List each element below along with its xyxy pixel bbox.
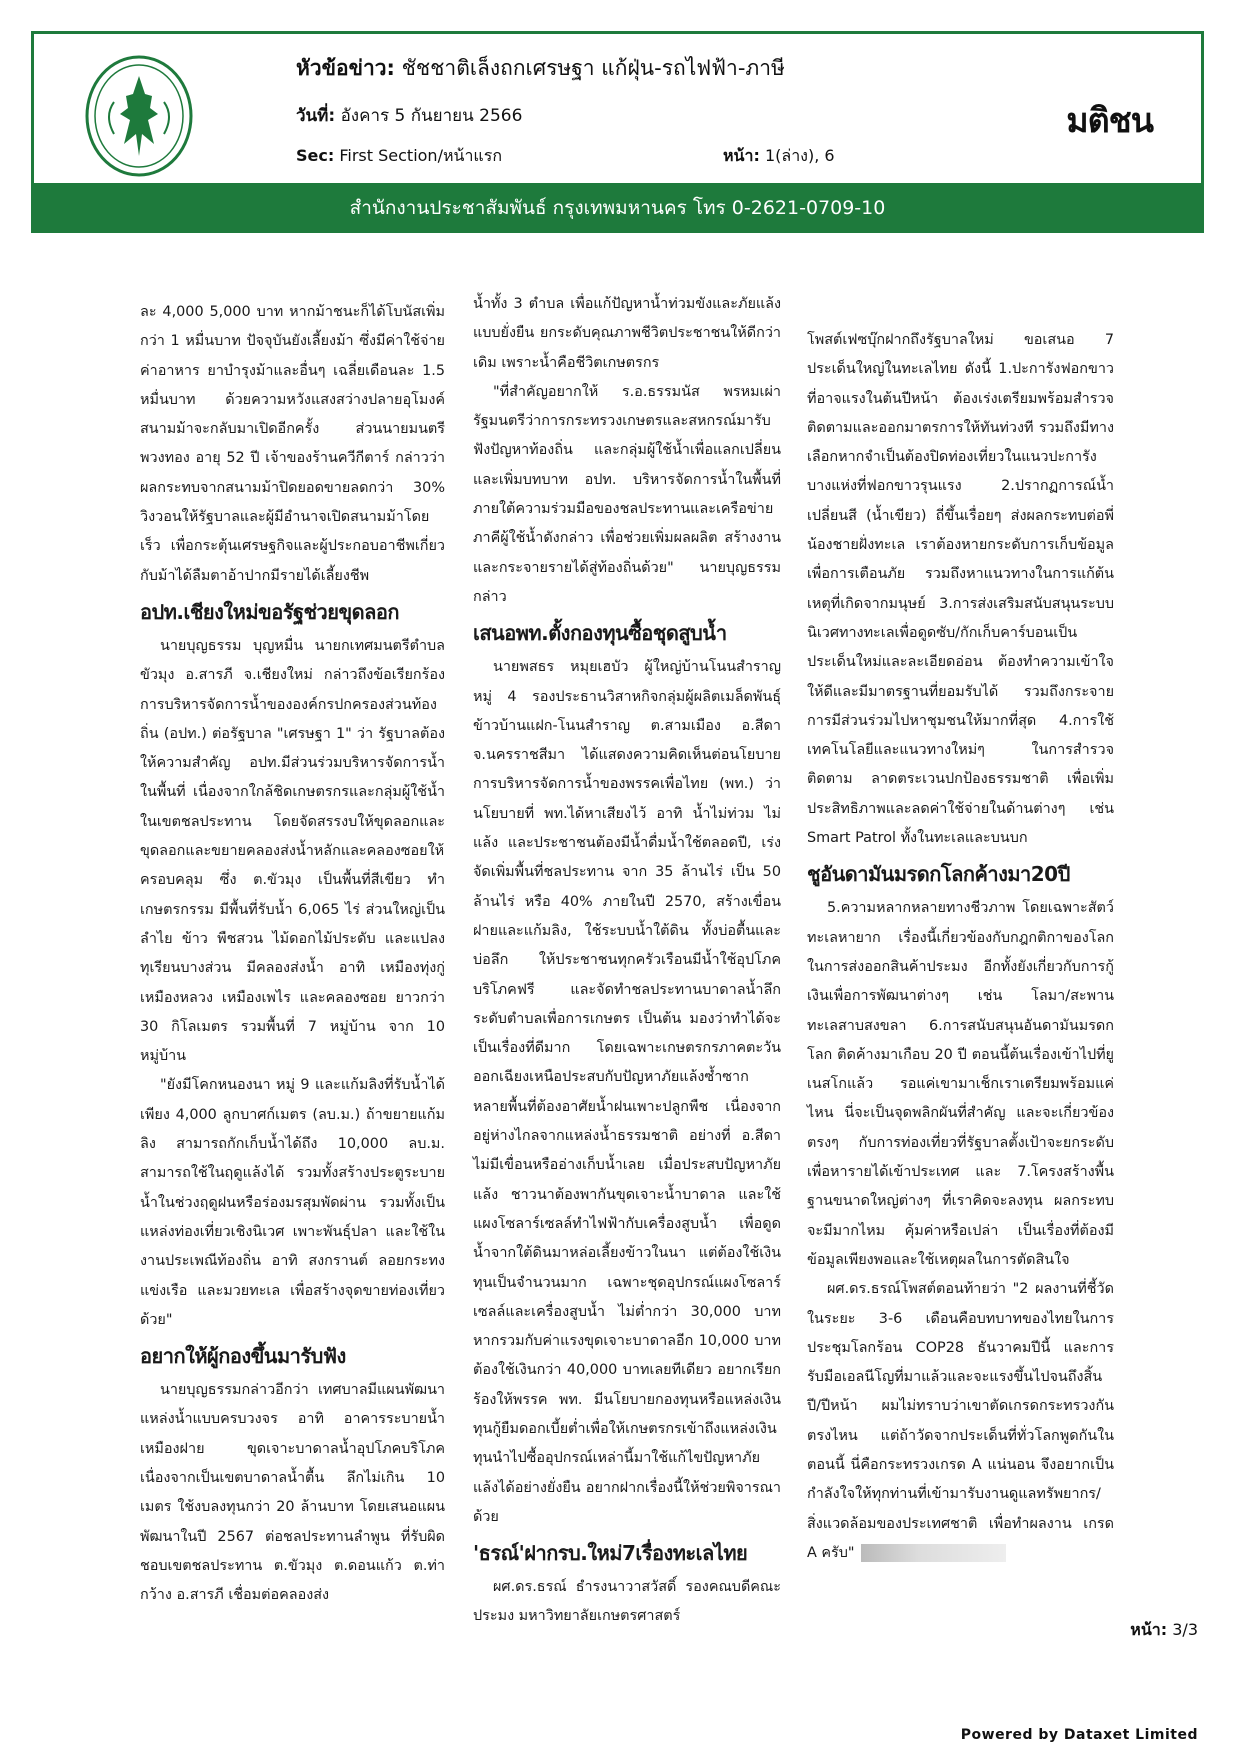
article-column-3: [807, 326, 1114, 1568]
date-row: [296, 102, 522, 129]
col1-paragraph-2: นายบุญธรรม บุญหมื่น นายกเทศมนตรีตำบลขัวมุง อ.สารภี จ.เชียงใหม่ กล่าวถึงข้อเรียกร้องการบริหารจัดการน้ำขององค์กรปกครองส่วนท้องถิ่น (อปท.) ต่อรัฐบาล "เศรษฐา 1" ว่า รัฐบาลต้องให้ความสำคัญ อปท.มีส่วนร่วมบริหารจัดการน้ำในพื้นที่ เนื่องจากใกล้ชิดเกษตรกรและกลุ่มผู้ใช้น้ำในเขตชลประทาน โดยจัดสรรงบให้ขุดลอกและขุดลอกและขยายคลองส่งน้ำหลักและคลองซอยให้ครอบคลุม ซึ่ง ต.ขัวมุง เป็นพื้นที่สีเขียว ทำเกษตรกรรม มีพื้นที่รับน้ำ 6,065 ไร่ ส่วนใหญ่เป็นลำไย ข้าว พืชสวน ไม้ดอกไม้ประดับ และแปลงทุเรียนบางส่วน มีคลองส่งน้ำ อาทิ เหมืองทุ่งกู่ เหมืองหลวง เหมืองเพไร และคลองซอย ยาวกว่า 30 กิโลเมตร รวมพื้นที่ 7 หมู่บ้าน จาก 10 หมู่บ้าน: [140, 637, 445, 1065]
article-column-2: [473, 290, 781, 1632]
article-column-1: [140, 298, 445, 1610]
col1-paragraph-4: นายบุญธรรมกล่าวอีกว่า เทศบาลมีแผนพัฒนาแหล่งน้ำแบบครบวงจร อาทิ อาคารระบายน้ำเหมืองฝาย ขุดเจาะบาดาลน้ำอุปโภคบริโภค เนื่องจากเป็นเขตบาดาลน้ำตื้น ลึกไม่เกิน 10 เมตร ใช้งบลงทุนกว่า 20 ล้านบาท โดยเสนอแผนพัฒนาในปี 2567 ต่อชลประทานลำพูน ที่รับผิดชอบเขตชลประทาน ต.ขัวมุง ต.ดอนแก้ว ต.ท่ากว้าง อ.สารภี เชื่อมต่อคลองส่ง: [140, 1382, 445, 1604]
col3-paragraph-2: 5.ความหลากหลายทางชีวภาพ โดยเฉพาะสัตว์ทะเลหายาก เรื่องนี้เกี่ยวข้องกับกฎกติกาของโลกในการส่งออกสินค้าประมง อีกทั้งยังเกี่ยวกับการกู้เงินเพื่อการพัฒนาต่างๆ เช่น โลมา/สะพานทะเลสาบสงขลา 6.การสนับสนุนอันดามันมรดกโลก ติดค้างมาเกือบ 20 ปี ตอนนี้ต้นเรื่องเข้าไปที่ยูเนสโกแล้ว รอแค่เขามาเช็กเราเตรียมพร้อมแค่ไหน นี่จะเป็นจุดพลิกผันที่สำคัญ และจะเกี่ยวข้องตรงๆ กับการท่องเที่ยวที่รัฐบาลตั้งเป้าจะยกระดับเพื่อหารายได้เข้าประเทศ และ 7.โครงสร้างพื้นฐานขนาดใหญ่ต่างๆ ที่เราคิดจะลงทุน ผลกระทบจะมีมากไหม คุ้มค่าหรือเปล่า เป็นเรื่องที่ต้องมีข้อมูลเพียงพอและใช้เหตุผลในการตัดสินใจ: [807, 900, 1114, 1268]
footer-page-value: 3/3: [1172, 1620, 1198, 1639]
headline-value: ชัชชาติเล็งถกเศรษฐา แก้ฝุ่น-รถไฟฟ้า-ภาษี: [401, 56, 785, 80]
col1-subheading-2: อยากให้ผู้กองขึ้นมารับฟัง: [140, 1344, 346, 1369]
col2-subheading-1: เสนอพท.ตั้งกองทุนซื้อชุดสูบน้ำ: [473, 621, 727, 646]
col1-paragraph-3: "ยังมีโคกหนองนา หมู่ 9 และแก้มลิงที่รับน้ำได้เพียง 4,000 ลูกบาศก์เมตร (ลบ.ม.) ถ้าขยายแก้มลิง สามารถกักเก็บน้ำได้ถึง 10,000 ลบ.ม. สามารถใช้ในฤดูแล้งได้ รวมทั้งสร้างประตูระบายน้ำในช่วงฤดูฝนหรือร่องมรสุมพัดผ่าน รวมทั้งเป็นแหล่งท่องเที่ยวเชิงนิเวศ เพาะพันธุ์ปลา และใช้ในงานประเพณีท้องถิ่น อาทิ สงกรานต์ ลอยกระทง แข่งเรือ และมวยทะเล เพื่อสร้างจุดขายท่องเที่ยวด้วย": [140, 1077, 445, 1328]
faded-scan-strip: [861, 1544, 1006, 1562]
col1-paragraph-1: ละ 4,000 5,000 บาท หากม้าชนะก็ได้โบนัสเพิ่มกว่า 1 หมื่นบาท ปัจจุบันยังเลี้ยงม้า ซึ่งมีค่าใช้จ่ายค่าอาหาร ยาบำรุงม้าและอื่นๆ เฉลี่ยเดือนละ 1.5 หมื่นบาท ด้วยความหวังแสงสว่างปลายอุโมงค์ สนามม้าจะกลับมาเปิดอีกครั้ง ส่วนนายมนตรี พวงทอง อายุ 52 ปี เจ้าของร้านควีกีตาร์ กล่าวว่า ผลกระทบจากสนามม้าปิดยอดขายลดกว่า 30% วิงวอนให้รัฐบาลและผู้มีอำนาจเปิดสนามม้าโดยเร็ว เพื่อกระตุ้นเศรษฐกิจและผู้ประกอบอาชีพเกี่ยวกับม้าได้ลืมตาอ้าปากมีรายได้เลี้ยงชีพ: [140, 304, 445, 584]
col3-paragraph-3-end: เกรด A ครับ": [807, 1515, 1114, 1561]
header-box: [31, 31, 1204, 186]
headline-row: [296, 52, 785, 85]
headline-label: หัวข้อข่าว:: [296, 56, 395, 80]
col1-subheading-1: อปท.เชียงใหม่ขอรัฐช่วยขุดลอก: [140, 599, 400, 624]
page-value: 1(ล่าง), 6: [764, 146, 835, 165]
date-label: วันที่:: [296, 106, 336, 126]
col3-subheading-1: ชูอันดามันมรดกโลกค้างมา20ปี: [807, 862, 1070, 887]
section-row: [296, 144, 502, 169]
date-value: อังคาร 5 กันยายน 2566: [340, 106, 523, 126]
col2-paragraph-3: นายพสธร หมุยเฮบัว ผู้ใหญ่บ้านโนนสำราญ หมู่ 4 รองประธานวิสาหกิจกลุ่มผู้ผลิตเมล็ดพันธุ์ข้าวบ้านแฝก-โนนสำราญ ต.สามเมือง อ.สีดา จ.นครราชสีมา ได้แสดงความคิดเห็นต่อนโยบายการบริหารจัดการน้ำของพรรคเพื่อไทย (พท.) ว่า นโยบายที่ พท.ได้หาเสียงไว้ อาทิ น้ำไม่ท่วม ไม่แล้ง และประชาชนต้องมีน้ำดื่มน้ำใช้ตลอดปี, เร่งจัดเพิ่มพื้นที่ชลประทาน จาก 35 ล้านไร่ เป็น 50 ล้านไร่ หรือ 40% ภายในปี 2570, สร้างเขื่อน ฝายและแก้มลิง, ใช้ระบบน้ำใต้ดิน ทั้งบ่อตื้นและบ่อลึก ให้ประชาชนทุกครัวเรือนมีน้ำใช้อุปโภคบริโภคฟรี และจัดทำชลประทานบาดาลน้ำลึกระดับตำบลเพื่อการเกษตร เป็นต้น มองว่าทำได้จะเป็นเรื่องที่ดีมาก โดยเฉพาะเกษตรกรภาคตะวันออกเฉียงเหนือประสบกับปัญหาภัยแล้งซ้ำซาก หลายพื้นที่ต้องอาศัยน้ำฝนเพาะปลูกพืช เนื่องจากอยู่ห่างไกลจากแหล่งน้ำธรรมชาติ อย่างที่ อ.สีดา ไม่มีเขื่อนหรืออ่างเก็บน้ำเลย เมื่อประสบปัญหาภัยแล้ง ชาวนาต้องพากันขุดเจาะน้ำบาดาล และใช้แผงโซลาร์เซลล์ทำไฟฟ้ากับเครื่องสูบน้ำ เพื่อดูดน้ำจากใต้ดินมาหล่อเลี้ยงข้าวในนา แต่ต้องใช้เงินทุนเป็นจำนวนมาก เฉพาะชุดอุปกรณ์แผงโซลาร์เซลล์และเครื่องสูบน้ำ ไม่ต่ำกว่า 30,000 บาท หากรวมกับค่าแรงขุดเจาะบาดาลอีก 10,000 บาท ต้องใช้เงินกว่า 40,000 บาทเลยทีเดียว อยากเรียกร้องให้พรรค พท. มีนโยบายกองทุนหรือแหล่งเงินทุนกู้ยืมดอกเบี้ยต่ำเพื่อให้เกษตรกรเข้าถึงแหล่งเงินทุนนำไปซื้ออุปกรณ์เหล่านี้มาใช้แก้ไขปัญหาภัยแล้งได้อย่างยั่งยืน อยากฝากเรื่องนี้ให้ช่วยพิจารณาด้วย: [473, 659, 781, 1525]
newspaper-brand: มติชน: [1066, 101, 1153, 141]
footer-page-number: [1130, 1618, 1198, 1643]
page-label: หน้า:: [723, 146, 760, 165]
office-bar: สำนักงานประชาสัมพันธ์ กรุงเทพมหานคร โทร 0-2621-0709-10: [31, 184, 1204, 233]
section-label: Sec:: [296, 146, 335, 165]
bma-seal-icon: [84, 54, 194, 178]
col3-paragraph-3-text: ผศ.ดร.ธรณ์โพสต์ตอนท้ายว่า "2 ผลงานที่ชี้วัดในระยะ 3-6 เดือนคือบทบาทของไทยในการประชุมโลกร้อน COP28 ธันวาคมปีนี้ และการรับมือเอลนีโญที่มาแล้วและจะแรงขึ้นไปจนถึงสิ้นปี/ปีหน้า ผมไม่ทราบว่าเขาตัดเกรดกระทรวงกันตรงไหน แต่ถ้าวัดจากประเด็นที่ทั่วโลกพูดกันในตอนนี้ นี่คือกระทรวงเกรด A แน่นอน จึงอยากเป็นกำลังใจให้ทุกท่านที่เข้ามารับงานดูแลทรัพยากร/สิ่งแวดล้อมของประเทศชาติ เพื่อทำผลงาน: [807, 1281, 1114, 1532]
page-row: [723, 144, 835, 169]
col3-paragraph-1: โพสต์เฟซบุ๊กฝากถึงรัฐบาลใหม่ ขอเสนอ 7 ประเด็นใหญ่ในทะเลไทย ดังนี้ 1.ปะการังฟอกขาวที่อาจแรงในต้นปีหน้า ต้องเร่งเตรียมพร้อมสำรวจติดตามและออกมาตรการให้ทันท่วงที รวมถึงมีทางเลือกหากจำเป็นต้องปิดท่องเที่ยวในแนวปะการังบางแห่งที่ฟอกขาวรุนแรง 2.ปรากฏการณ์น้ำเปลี่ยนสี (น้ำเขียว) ถี่ขึ้นเรื่อยๆ ส่งผลกระทบต่อพี่น้องชายฝั่งทะเล เราต้องหายกระดับการเก็บข้อมูลเพื่อการเตือนภัย รวมถึงหาแนวทางในการแก้ต้นเหตุที่เกิดจากมนุษย์ 3.การส่งเสริมสนับสนุนระบบนิเวศทางทะเลเพื่อดูดซับ/กักเก็บคาร์บอนเป็นประเด็นใหม่และละเอียดอ่อน ต้องทำความเข้าใจให้ดีและมีมาตรฐานที่ยอมรับได้ รวมถึงกระจายการมีส่วนร่วมไปหาชุมชนให้มากที่สุด 4.การใช้เทคโนโลยีและแนวทางใหม่ๆ ในการสำรวจติดตาม ลาดตระเวนปกป้องธรรมชาติ เพื่อเพิ่มประสิทธิภาพและลดค่าใช้จ่ายในด้านต่างๆ เช่น Smart Patrol ทั้งในทะเลและบนบก: [807, 332, 1114, 847]
powered-by-credit: Powered by Dataxet Limited: [960, 1727, 1198, 1743]
footer-page-label: หน้า:: [1130, 1620, 1168, 1639]
section-value: First Section/หน้าแรก: [339, 146, 503, 165]
col2-paragraph-1: น้ำทั้ง 3 ตำบล เพื่อแก้ปัญหาน้ำท่วมขังและภัยแล้งแบบยั่งยืน ยกระดับคุณภาพชีวิตประชาชนให้ดีกว่าเดิม เพราะน้ำคือชีวิตเกษตรกร: [473, 296, 781, 371]
col2-paragraph-4: ผศ.ดร.ธรณ์ ธำรงนาวาสวัสดิ์ รองคณบดีคณะประมง มหาวิทยาลัยเกษตรศาสตร์: [473, 1579, 781, 1625]
col2-subheading-2: 'ธรณ์'ฝากรบ.ใหม่7เรื่องทะเลไทย: [473, 1541, 748, 1566]
col2-paragraph-2: "ที่สำคัญอยากให้ ร.อ.ธรรมนัส พรหมเผ่า รัฐมนตรีว่าการกระทรวงเกษตรและสหกรณ์มารับฟังปัญหาท้องถิ่น และกลุ่มผู้ใช้น้ำเพื่อแลกเปลี่ยนและเพิ่มบทบาท อปท. บริหารจัดการน้ำในพื้นที่ ภายใต้ความร่วมมือของชลประทานและเครือข่ายภาคีผู้ใช้น้ำดังกล่าว เพื่อช่วยเพิ่มผลผลิต สร้างงานและกระจายรายได้สู่ท้องถิ่นด้วย" นายบุญธรรมกล่าว: [473, 383, 781, 605]
col3-paragraph-3: [807, 1275, 1114, 1568]
